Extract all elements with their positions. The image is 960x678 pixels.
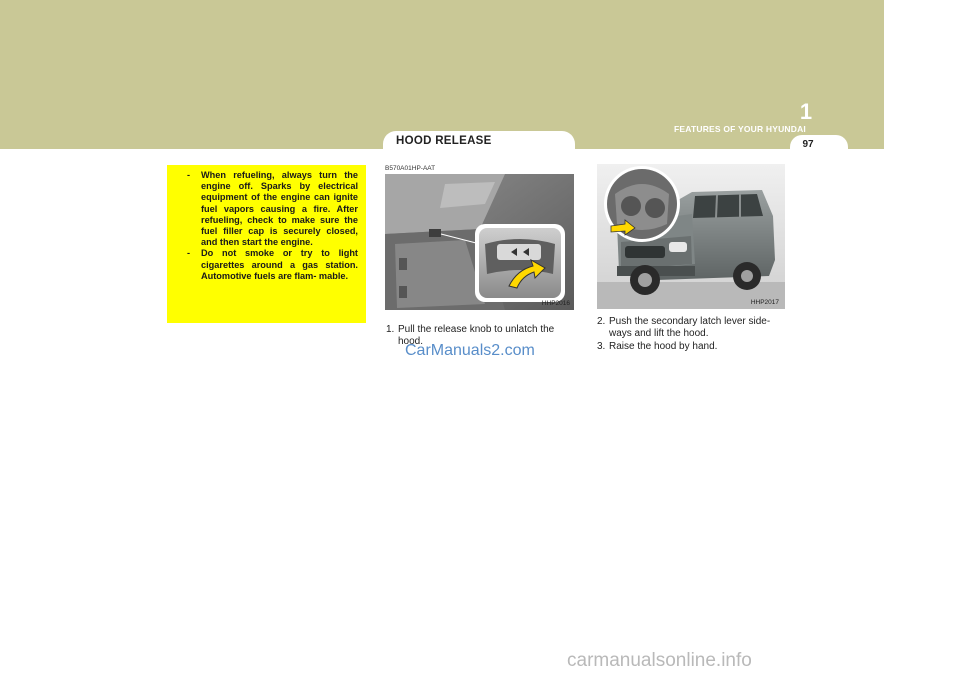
warning-dash: - xyxy=(187,170,191,180)
step-2 xyxy=(597,316,789,339)
warning-text: When refueling, always turn the engine off. Sparks by electrical equipment of the engine can ignite fuel vapors causing a fire. After refueling, check to make sure the fuel filler cap is securely closed, and then start the engine. xyxy=(201,170,358,248)
page-number: 97 xyxy=(802,139,814,150)
chapter-title: FEATURES OF YOUR HYUNDAI xyxy=(674,124,806,134)
step-number: 1. xyxy=(386,324,395,335)
figure-ref-code: B570A01HP-AAT xyxy=(385,165,436,172)
watermark-link[interactable]: CarManuals2.com xyxy=(405,342,535,359)
step-3 xyxy=(597,341,789,353)
suv-illustration xyxy=(597,164,785,309)
figure-image-code: HHP2017 xyxy=(750,299,779,306)
section-title: HOOD RELEASE xyxy=(396,135,492,147)
step-text: Raise the hood by hand. xyxy=(609,341,718,352)
footer-watermark: carmanualsonline.info xyxy=(567,650,752,671)
vehicle-hood-photo xyxy=(597,164,785,309)
warning-dash: - xyxy=(187,248,191,259)
warning-box xyxy=(167,165,366,323)
hood-release-knob-photo xyxy=(385,174,574,310)
step-text: Push the secondary latch lever side- ways and lift the hood. xyxy=(609,316,771,339)
step-text: Pull the release knob to unlatch the hood. xyxy=(398,324,555,347)
step-number: 2. xyxy=(597,316,606,327)
dashboard-illustration xyxy=(385,174,574,310)
warning-item xyxy=(175,248,358,282)
chapter-number: 1 xyxy=(799,99,813,124)
figure-image-code: HHP2016 xyxy=(541,300,570,307)
warning-item xyxy=(175,170,358,248)
step-number: 3. xyxy=(597,341,606,352)
warning-text: Do not smoke or try to light cigarettes around a gas station. Automotive fuels are flam- mable. xyxy=(201,248,358,281)
